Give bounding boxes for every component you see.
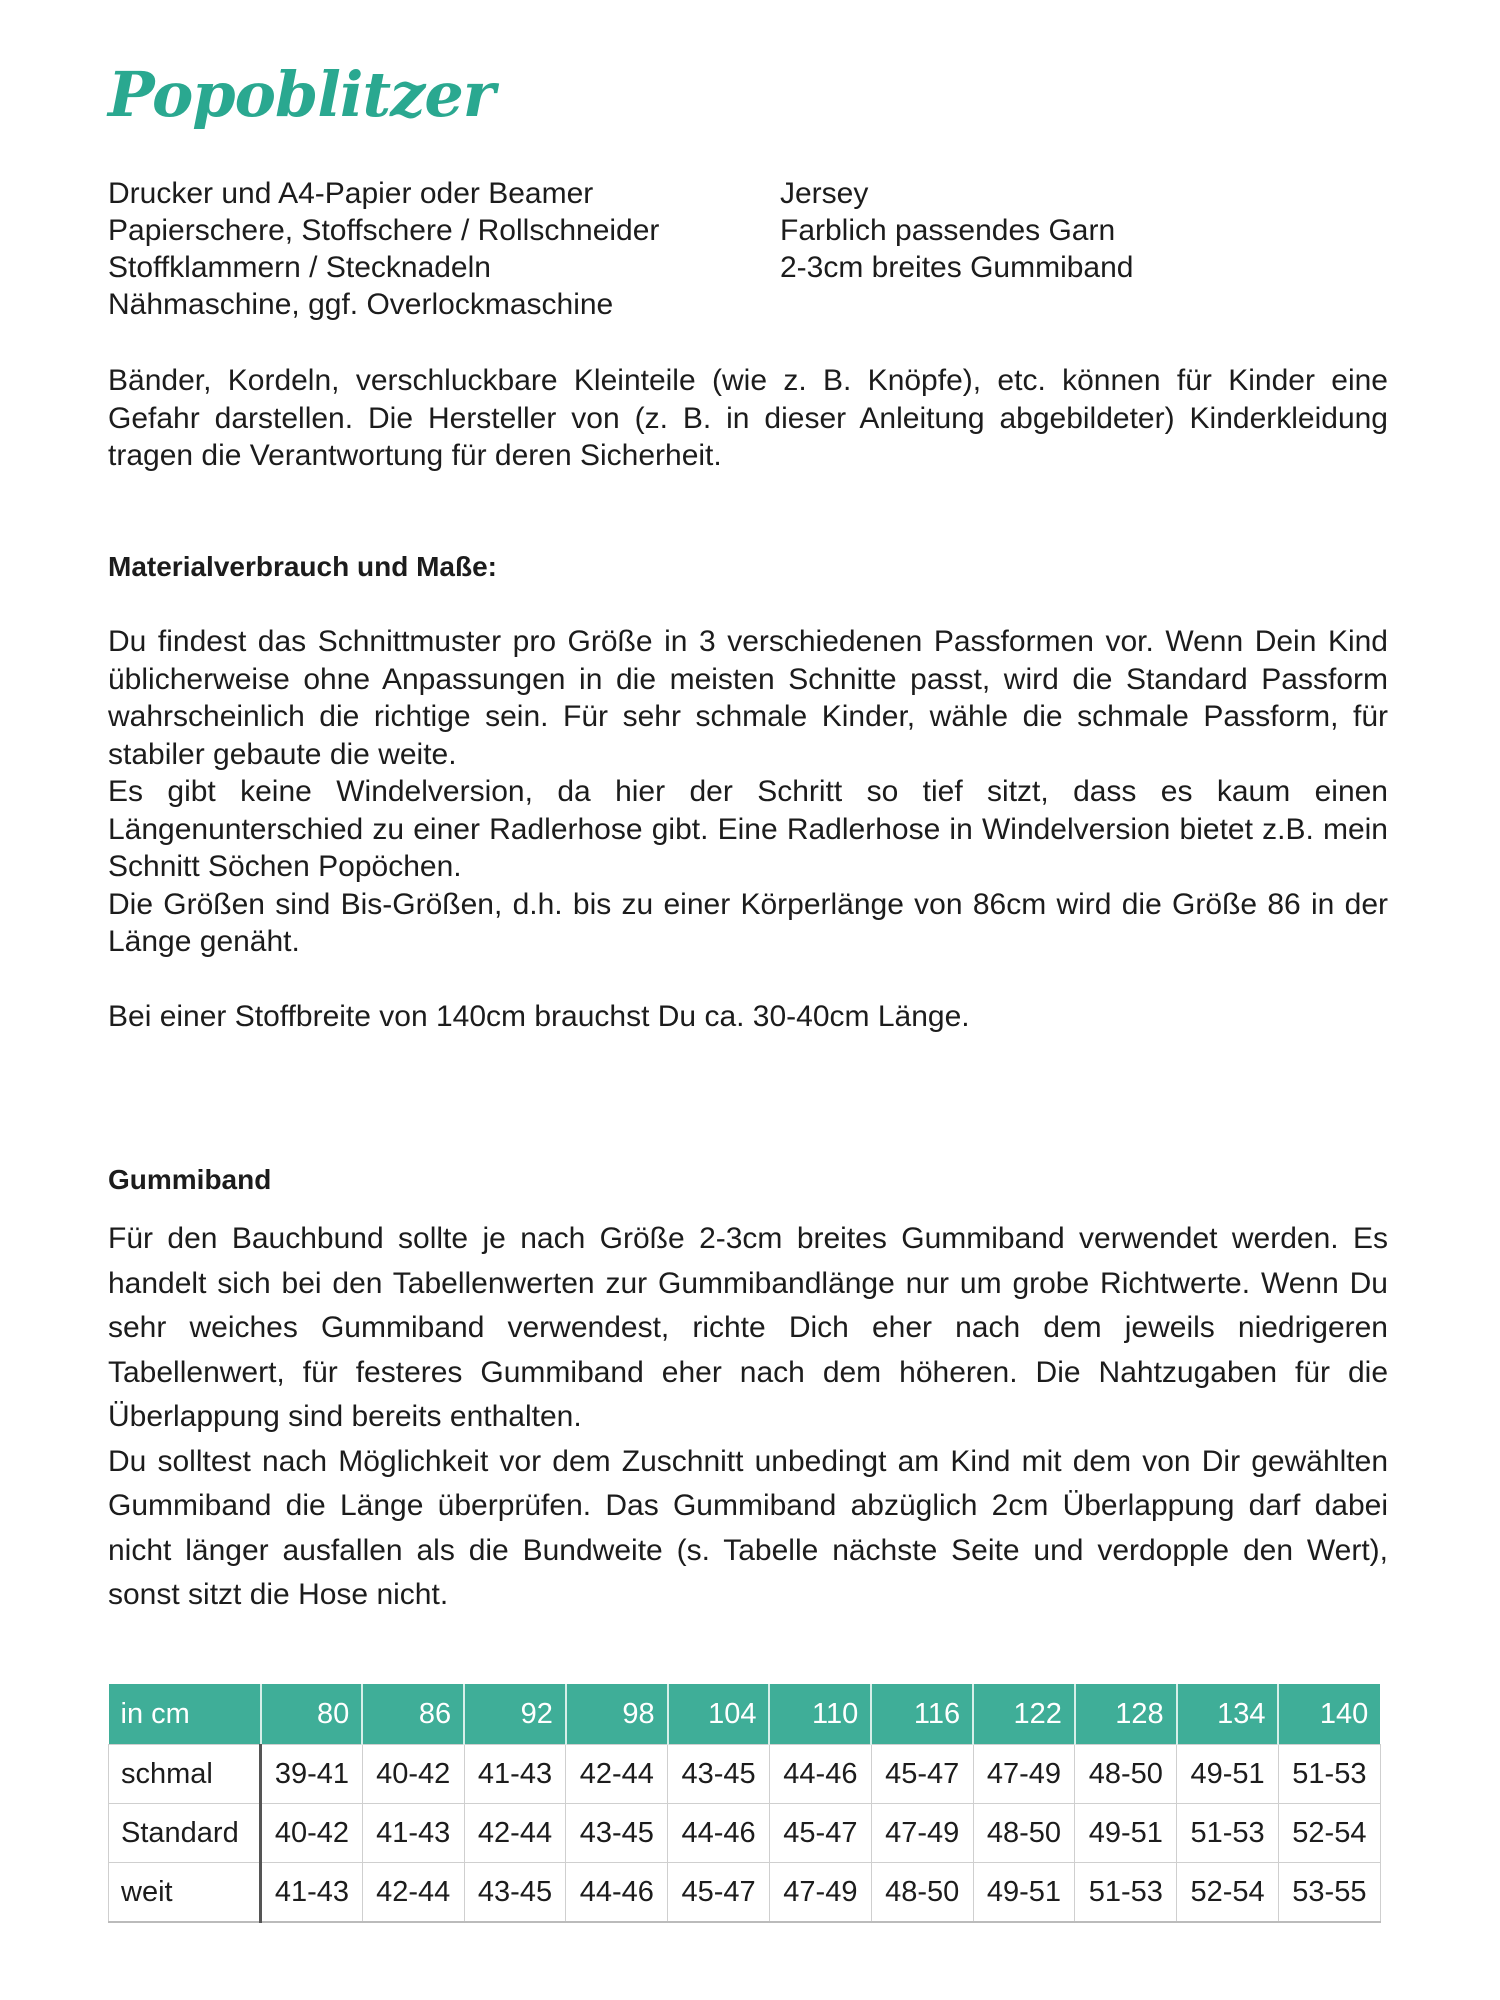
table-cell: 48-50 xyxy=(871,1863,973,1923)
table-cell: 47-49 xyxy=(871,1804,973,1863)
material-item: Jersey xyxy=(780,177,869,210)
size-header: 140 xyxy=(1278,1684,1380,1745)
section-heading-material: Materialverbrauch und Maße: xyxy=(108,551,497,582)
table-row xyxy=(109,1804,1381,1863)
material-item: 2-3cm breites Gummiband xyxy=(780,251,1134,284)
table-cell: 41-43 xyxy=(261,1863,363,1923)
material-item: Nähmaschine, ggf. Overlockmaschine xyxy=(108,288,614,321)
table-header-row xyxy=(109,1684,1381,1745)
size-header: 80 xyxy=(261,1684,363,1745)
table-cell: 42-44 xyxy=(566,1745,668,1804)
table-cell: 43-45 xyxy=(566,1804,668,1863)
table-corner-label: in cm xyxy=(109,1684,261,1745)
table-cell: 49-51 xyxy=(973,1863,1075,1923)
table-cell: 41-43 xyxy=(464,1745,566,1804)
table-cell: 42-44 xyxy=(362,1863,464,1923)
table-cell: 48-50 xyxy=(973,1804,1075,1863)
material-paragraph: Du findest das Schnittmuster pro Größe in 3 verschiedenen Passformen vor. Wenn Dein Kind üblicherweise ohne Anpassungen in die meisten Schnitte passt, wird die Standard Passform wahrscheinlich die richtige sein. Für sehr schmale Kinder, wähle die schmale Passform, für stabiler gebaute die weite. xyxy=(108,625,1388,771)
table-cell: 40-42 xyxy=(261,1804,363,1863)
page-title: Popoblitzer xyxy=(108,58,495,131)
table-cell: 48-50 xyxy=(1075,1745,1177,1804)
material-paragraph: Es gibt keine Windelversion, da hier der Schritt so tief sitzt, dass es kaum einen Längenunterschied zu einer Radlerhose gibt. Eine Radlerhose in Windelversion bietet z.B. mein Schnitt Söchen Popöchen. xyxy=(108,775,1388,883)
size-header: 92 xyxy=(464,1684,566,1745)
fit-label: Standard xyxy=(109,1804,261,1863)
table-cell: 47-49 xyxy=(769,1863,871,1923)
table-cell: 44-46 xyxy=(769,1745,871,1804)
gummiband-text xyxy=(108,1217,1388,1618)
size-header: 86 xyxy=(362,1684,464,1745)
section-heading-gummiband: Gummiband xyxy=(108,1164,272,1195)
table-cell: 51-53 xyxy=(1075,1863,1177,1923)
material-paragraph: Die Größen sind Bis-Größen, d.h. bis zu einer Körperlänge von 86cm wird die Größe 86 in der Länge genäht. xyxy=(108,887,1388,958)
material-text xyxy=(108,623,1388,1036)
table-cell: 44-46 xyxy=(566,1863,668,1923)
size-header: 134 xyxy=(1177,1684,1279,1745)
fit-label: schmal xyxy=(109,1745,261,1804)
table-cell: 45-47 xyxy=(871,1745,973,1804)
table-cell: 41-43 xyxy=(362,1804,464,1863)
safety-note: Bänder, Kordeln, verschluckbare Kleinteile (wie z. B. Knöpfe), etc. können für Kinder eine Gefahr darstellen. Die Hersteller von (z. B. in dieser Anleitung abgebildeter) Kinderkleidung tragen die Verantwortung für deren Sicherheit. xyxy=(108,364,1388,472)
table-cell: 51-53 xyxy=(1278,1745,1380,1804)
fabric-requirement: Bei einer Stoffbreite von 140cm brauchst Du ca. 30-40cm Länge. xyxy=(108,1000,970,1033)
gummiband-paragraph: Du solltest nach Möglichkeit vor dem Zuschnitt unbedingt am Kind mit dem von Dir gewählten Gummiband die Länge überprüfen. Das Gummiband abzüglich 2cm Überlappung darf dabei nicht länger ausfallen als die Bundweite (s. Tabelle nächste Seite und verdopple den Wert), sonst sitzt die Hose nicht. xyxy=(108,1444,1388,1611)
table-cell: 45-47 xyxy=(769,1804,871,1863)
materials-right-column xyxy=(780,175,1133,286)
table-cell: 43-45 xyxy=(668,1745,770,1804)
table-cell: 43-45 xyxy=(464,1863,566,1923)
table-cell: 52-54 xyxy=(1278,1804,1380,1863)
table-cell: 53-55 xyxy=(1278,1863,1380,1923)
elastic-size-table xyxy=(108,1684,1381,1923)
table-cell: 42-44 xyxy=(464,1804,566,1863)
size-header: 98 xyxy=(566,1684,668,1745)
table-cell: 47-49 xyxy=(973,1745,1075,1804)
materials-left-column xyxy=(108,175,659,323)
table-cell: 52-54 xyxy=(1177,1863,1279,1923)
material-item: Papierschere, Stoffschere / Rollschneider xyxy=(108,214,660,247)
table-cell: 49-51 xyxy=(1177,1745,1279,1804)
size-header: 122 xyxy=(973,1684,1075,1745)
size-header: 104 xyxy=(668,1684,770,1745)
material-item: Stoffklammern / Stecknadeln xyxy=(108,251,491,284)
fit-label: weit xyxy=(109,1863,261,1923)
material-item: Farblich passendes Garn xyxy=(780,214,1116,247)
table-cell: 51-53 xyxy=(1177,1804,1279,1863)
table-cell: 49-51 xyxy=(1075,1804,1177,1863)
table-row xyxy=(109,1745,1381,1804)
table-cell: 39-41 xyxy=(261,1745,363,1804)
material-item: Drucker und A4-Papier oder Beamer xyxy=(108,177,594,210)
size-header: 110 xyxy=(769,1684,871,1745)
gummiband-paragraph: Für den Bauchbund sollte je nach Größe 2-3cm breites Gummiband verwendet werden. Es handelt sich bei den Tabellenwerten zur Gummibandlänge nur um grobe Richtwerte. Wenn Du sehr weiches Gummiband verwendest, richte Dich eher nach dem jeweils niedrigeren Tabellenwert, für festeres Gummiband eher nach dem höheren. Die Nahtzugaben für die Überlappung sind bereits enthalten. xyxy=(108,1222,1388,1433)
table-cell: 45-47 xyxy=(668,1863,770,1923)
size-header: 128 xyxy=(1075,1684,1177,1745)
table-cell: 40-42 xyxy=(362,1745,464,1804)
size-header: 116 xyxy=(871,1684,973,1745)
table-row xyxy=(109,1863,1381,1923)
table-cell: 44-46 xyxy=(668,1804,770,1863)
